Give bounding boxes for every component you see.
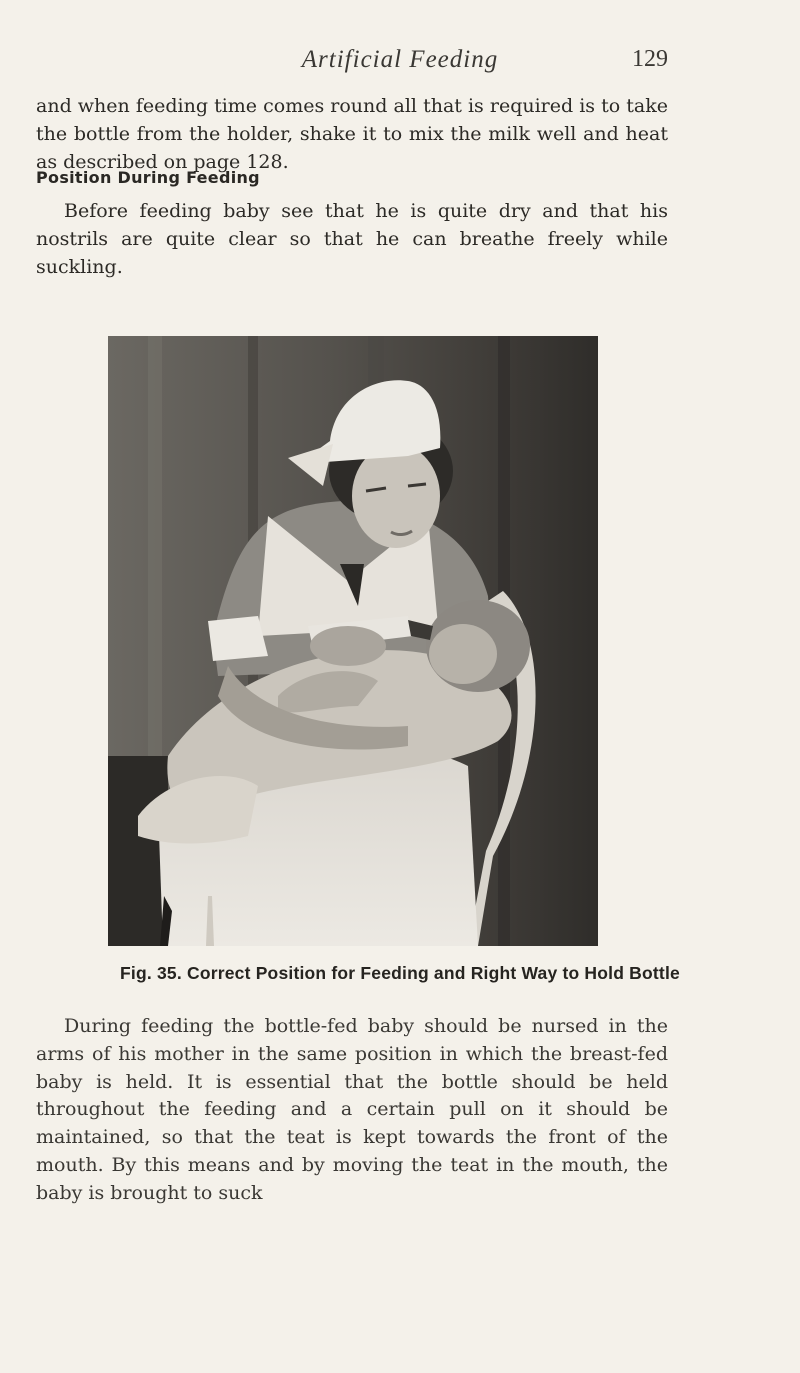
nurse-feeding-baby-photo xyxy=(108,336,598,946)
running-head xyxy=(0,46,800,80)
paragraph-before-feeding: Before feeding baby see that he is quite dry and that his nostrils are quite clear so that he can breathe freely while suckling. xyxy=(36,200,668,278)
figure-caption: Fig. 35. Correct Position for Feeding and Right Way to Hold Bottle xyxy=(120,963,680,983)
figure-photograph xyxy=(108,336,598,946)
paragraph-during-feeding: During feeding the bottle-fed baby should be nursed in the arms of his mother in the same position in which the breast-fed baby is held. It is essential that the bottle should be held throughout the feeding and a certain pull on it should be maintained, so that the teat is kept towards the front of the mouth. By this means and by moving the teat in the mouth, the baby is brought to suck xyxy=(36,1015,668,1204)
page-number: 129 xyxy=(632,46,668,72)
section-heading: Position During Feeding xyxy=(36,168,260,187)
paragraph-continuation: and when feeding time comes round all that is required is to take the bottle from the holder, shake it to mix the milk well and heat as described on page 128. xyxy=(36,95,668,173)
running-title: Artificial Feeding xyxy=(301,46,499,73)
